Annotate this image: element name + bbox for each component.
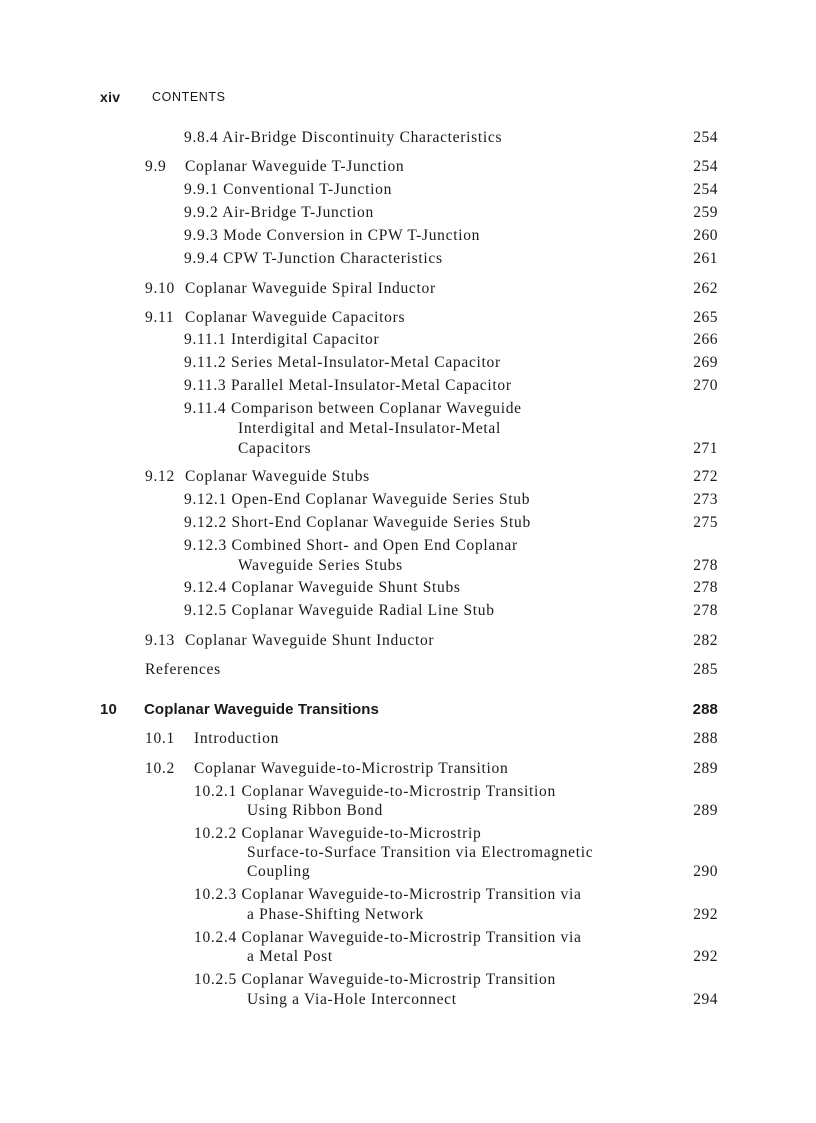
page-folio: xiv [100,89,121,105]
page-number: 271 [693,440,718,457]
page-number: 270 [693,377,718,394]
toc-entry[interactable] [184,490,530,510]
section-number: 9.12.1 [184,491,227,508]
chapter-page-number: 288 [692,701,718,718]
section-number: 9.12.5 [184,602,227,619]
section-title: CPW T-Junction Characteristics [223,250,443,267]
section-number: 9.12.2 [184,514,227,531]
section-title-continued: Waveguide Series Stubs [238,557,403,574]
section-number: 9.9.4 [184,250,219,267]
section-number: 10.2.4 [194,929,237,946]
section-title: Parallel Metal-Insulator-Metal Capacitor [230,377,512,394]
chapter-title: Coplanar Waveguide Transitions [144,701,379,718]
page-number: 285 [693,661,718,678]
toc-entry[interactable] [145,631,434,651]
toc-entry[interactable] [194,885,582,905]
toc-entry[interactable] [145,308,405,328]
toc-entry[interactable] [145,467,370,487]
page-number: 254 [693,158,718,175]
toc-entry[interactable] [184,578,461,598]
section-title: Coplanar Waveguide-to-Microstrip [241,825,482,842]
section-title: Comparison between Coplanar Waveguide [230,400,522,417]
page-number: 265 [693,309,718,326]
toc-entry[interactable] [194,824,482,844]
section-title: References [145,661,221,678]
section-title: Coplanar Waveguide Radial Line Stub [231,602,495,619]
section-number: 9.10 [145,280,175,297]
page-number: 290 [693,863,718,880]
section-number: 9.8.4 [184,129,219,146]
section-title: Introduction [194,730,280,747]
page-number: 260 [693,227,718,244]
toc-entry[interactable] [184,203,374,223]
page-number: 254 [693,181,718,198]
page-number: 289 [693,802,718,819]
toc-entry[interactable] [194,970,556,990]
chapter-heading[interactable] [100,700,379,720]
section-title: Coplanar Waveguide-to-Microstrip Transition [194,760,509,777]
toc-entry[interactable] [184,330,379,350]
section-number: 9.9 [145,158,167,175]
page-number: 272 [693,468,718,485]
section-title: Coplanar Waveguide-to-Microstrip Transition [241,971,556,988]
running-title: CONTENTS [152,90,226,104]
section-number: 10.2.2 [194,825,237,842]
toc-entry[interactable] [184,399,522,419]
section-title-continued: Capacitors [238,440,312,457]
section-title-continued: Coupling [247,863,311,880]
page-number: 282 [693,632,718,649]
toc-entry[interactable] [145,279,436,299]
section-title-continued: Using Ribbon Bond [247,802,383,819]
section-number: 9.11.3 [184,377,227,394]
section-number: 9.13 [145,632,175,649]
page-number: 292 [693,948,718,965]
page-header [100,89,226,107]
page-number: 292 [693,906,718,923]
toc-entry[interactable] [184,128,502,148]
section-number: 9.12.4 [184,579,227,596]
section-title: Conventional T-Junction [223,181,393,198]
section-title: Coplanar Waveguide-to-Microstrip Transition via [241,886,582,903]
page-number: 294 [693,991,718,1008]
page-number: 275 [693,514,718,531]
page-number: 273 [693,491,718,508]
toc-entry[interactable] [184,249,443,269]
toc-entry[interactable] [184,601,495,621]
toc-entry[interactable] [184,353,501,373]
section-title-continued: Interdigital and Metal-Insulator-Metal [238,420,502,437]
section-number: 10.1 [145,730,175,747]
section-title: Air-Bridge T-Junction [222,204,374,221]
toc-entry[interactable] [145,729,279,749]
section-title: Coplanar Waveguide Stubs [185,468,370,485]
section-title: Mode Conversion in CPW T-Junction [223,227,481,244]
toc-entry[interactable] [145,759,508,779]
toc-entry[interactable] [184,180,392,200]
chapter-number: 10 [100,701,117,718]
section-number: 9.11.2 [184,354,227,371]
section-title: Air-Bridge Discontinuity Characteristics [222,129,503,146]
toc-entry-references[interactable] [145,660,221,680]
section-title: Coplanar Waveguide Shunt Stubs [231,579,461,596]
section-number: 9.9.1 [184,181,219,198]
section-number: 10.2.3 [194,886,237,903]
toc-entry[interactable] [194,782,556,802]
section-title: Coplanar Waveguide-to-Microstrip Transition via [241,929,582,946]
section-number: 9.9.2 [184,204,219,221]
page-number: 278 [693,557,718,574]
page-number: 259 [693,204,718,221]
section-number: 9.12 [145,468,175,485]
page-number: 266 [693,331,718,348]
section-title: Short-End Coplanar Waveguide Series Stub [231,514,531,531]
section-title: Series Metal-Insulator-Metal Capacitor [230,354,501,371]
section-title-continued: a Metal Post [247,948,333,965]
section-title-continued: a Phase-Shifting Network [247,906,424,923]
page-number: 288 [693,730,718,747]
toc-entry[interactable] [184,513,531,533]
section-number: 9.11.1 [184,331,227,348]
section-number: 9.11.4 [184,400,227,417]
section-number: 10.2 [145,760,175,777]
toc-entry[interactable] [184,376,512,396]
section-title: Combined Short- and Open End Coplanar [231,537,518,554]
page-number: 261 [693,250,718,267]
page-number: 278 [693,579,718,596]
section-number: 10.2.5 [194,971,237,988]
page-number: 269 [693,354,718,371]
section-title: Coplanar Waveguide T-Junction [185,158,405,175]
section-title: Coplanar Waveguide Capacitors [185,309,406,326]
page-number: 262 [693,280,718,297]
page-number: 278 [693,602,718,619]
section-number: 9.12.3 [184,537,227,554]
section-number: 10.2.1 [194,783,237,800]
section-title: Open-End Coplanar Waveguide Series Stub [231,491,531,508]
section-title: Coplanar Waveguide Spiral Inductor [185,280,436,297]
section-title: Interdigital Capacitor [230,331,380,348]
toc-entry[interactable] [194,928,582,948]
toc-entry[interactable] [145,157,404,177]
toc-entry[interactable] [184,536,518,556]
section-title: Coplanar Waveguide Shunt Inductor [185,632,435,649]
section-title: Coplanar Waveguide-to-Microstrip Transition [241,783,556,800]
section-title-continued: Surface-to-Surface Transition via Electromagnetic [247,844,594,861]
page-number: 289 [693,760,718,777]
toc-entry[interactable] [184,226,480,246]
page-number: 254 [693,129,718,146]
section-number: 9.11 [145,309,175,326]
section-title-continued: Using a Via-Hole Interconnect [247,991,457,1008]
section-number: 9.9.3 [184,227,219,244]
